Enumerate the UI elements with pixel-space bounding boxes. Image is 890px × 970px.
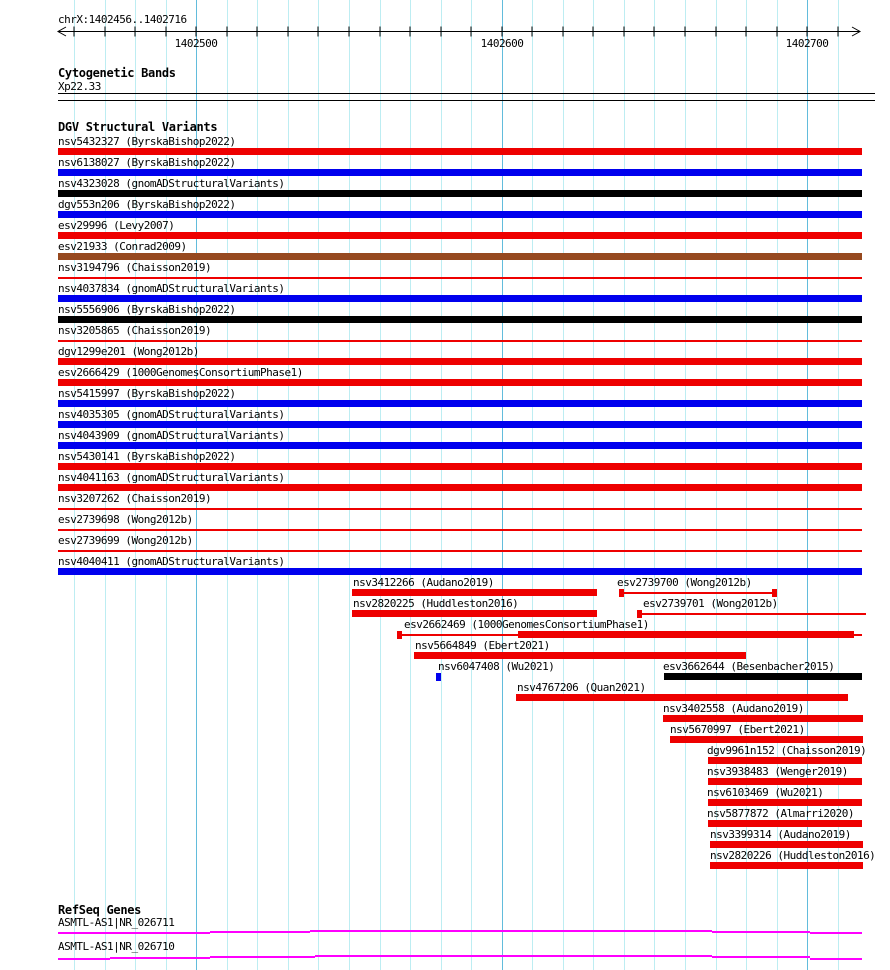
variant-point-nsv6047408[interactable]	[436, 673, 441, 681]
variant-label-nsv3399314[interactable]: nsv3399314 (Audano2019)	[710, 828, 851, 841]
variant-bar-nsv5670997[interactable]	[670, 736, 863, 743]
variant-bar-esv29996[interactable]	[58, 232, 862, 239]
variant-line-esv2739700[interactable]	[619, 592, 777, 594]
variant-line-nsv3194796[interactable]	[58, 277, 862, 279]
variant-label-esv2739700[interactable]: esv2739700 (Wong2012b)	[617, 576, 752, 589]
variant-label-dgv553n206[interactable]: dgv553n206 (ByrskaBishop2022)	[58, 198, 236, 211]
variant-label-nsv3402558[interactable]: nsv3402558 (Audano2019)	[663, 702, 804, 715]
variant-label-esv2739701[interactable]: esv2739701 (Wong2012b)	[643, 597, 778, 610]
variant-bar-esv3662644[interactable]	[664, 673, 862, 680]
dgv-track-header: DGV Structural Variants	[58, 120, 218, 134]
cytoband-line-top	[58, 93, 875, 94]
variant-label-nsv3412266[interactable]: nsv3412266 (Audano2019)	[353, 576, 494, 589]
cytoband-label[interactable]: Xp22.33	[58, 80, 101, 93]
variant-bar-nsv4037834[interactable]	[58, 295, 862, 302]
variant-endcap-left-esv2739701	[637, 610, 642, 618]
variant-bar-nsv2820225[interactable]	[352, 610, 597, 617]
gene-label-NR_026711[interactable]: ASMTL-AS1|NR_026711	[58, 916, 175, 929]
variant-label-nsv3205865[interactable]: nsv3205865 (Chaisson2019)	[58, 324, 212, 337]
variant-bar-esv21933[interactable]	[58, 253, 862, 260]
gene-line-NR_026711[interactable]	[210, 931, 310, 933]
variant-endcap-left-esv2662469	[397, 631, 402, 639]
variant-label-esv21933[interactable]: esv21933 (Conrad2009)	[58, 240, 187, 253]
variant-label-nsv4323028[interactable]: nsv4323028 (gnomADStructuralVariants)	[58, 177, 285, 190]
gene-line-NR_026711[interactable]	[58, 932, 210, 934]
variant-bar-nsv4043909[interactable]	[58, 442, 862, 449]
gene-line-NR_026710[interactable]	[210, 956, 315, 958]
ruler-tick-label: 1402700	[785, 37, 829, 50]
variant-bar-nsv3412266[interactable]	[352, 589, 597, 596]
variant-label-esv2666429[interactable]: esv2666429 (1000GenomesConsortiumPhase1)	[58, 366, 303, 379]
gene-line-NR_026711[interactable]	[712, 931, 810, 933]
variant-label-nsv3207262[interactable]: nsv3207262 (Chaisson2019)	[58, 492, 212, 505]
variant-label-nsv4040411[interactable]: nsv4040411 (gnomADStructuralVariants)	[58, 555, 285, 568]
variant-bar-nsv5415997[interactable]	[58, 400, 862, 407]
coordinate-ruler	[0, 0, 890, 58]
variant-bar-nsv5432327[interactable]	[58, 148, 862, 155]
variant-bar-nsv2820226[interactable]	[710, 862, 863, 869]
gene-line-NR_026710[interactable]	[110, 957, 210, 959]
variant-label-dgv1299e201[interactable]: dgv1299e201 (Wong2012b)	[58, 345, 199, 358]
variant-label-nsv4767206[interactable]: nsv4767206 (Quan2021)	[517, 681, 646, 694]
ruler-tick-label: 1402600	[480, 37, 524, 50]
variant-label-nsv3194796[interactable]: nsv3194796 (Chaisson2019)	[58, 261, 212, 274]
variant-bar-nsv5877872[interactable]	[708, 820, 862, 827]
variant-label-nsv5556906[interactable]: nsv5556906 (ByrskaBishop2022)	[58, 303, 236, 316]
variant-bar-nsv5556906[interactable]	[58, 316, 862, 323]
variant-label-nsv4035305[interactable]: nsv4035305 (gnomADStructuralVariants)	[58, 408, 285, 421]
variant-line-nsv3205865[interactable]	[58, 340, 862, 342]
variant-label-nsv5430141[interactable]: nsv5430141 (ByrskaBishop2022)	[58, 450, 236, 463]
variant-label-nsv4041163[interactable]: nsv4041163 (gnomADStructuralVariants)	[58, 471, 285, 484]
variant-bar-nsv6138027[interactable]	[58, 169, 862, 176]
variant-bar-dgv1299e201[interactable]	[58, 358, 862, 365]
variant-label-nsv6103469[interactable]: nsv6103469 (Wu2021)	[707, 786, 824, 799]
variant-label-nsv2820225[interactable]: nsv2820225 (Huddleston2016)	[353, 597, 519, 610]
gene-label-NR_026710[interactable]: ASMTL-AS1|NR_026710	[58, 940, 175, 953]
variant-bar-nsv4767206[interactable]	[516, 694, 848, 701]
variant-label-esv3662644[interactable]: esv3662644 (Besenbacher2015)	[663, 660, 835, 673]
variant-line-esv2739698[interactable]	[58, 529, 862, 531]
variant-label-esv2662469[interactable]: esv2662469 (1000GenomesConsortiumPhase1)	[404, 618, 649, 631]
gene-line-NR_026710[interactable]	[712, 956, 810, 958]
gene-line-NR_026710[interactable]	[810, 958, 862, 960]
variant-line-nsv3207262[interactable]	[58, 508, 862, 510]
variant-bar-nsv6103469[interactable]	[708, 799, 862, 806]
variant-bar-esv2666429[interactable]	[58, 379, 862, 386]
variant-bar-nsv3399314[interactable]	[710, 841, 863, 848]
variant-endcap-left-esv2739700	[619, 589, 624, 597]
variant-endcap-right-esv2739700	[772, 589, 777, 597]
ruler-tick-label: 1402500	[174, 37, 218, 50]
gene-line-NR_026711[interactable]	[310, 930, 712, 932]
gene-line-NR_026711[interactable]	[810, 932, 862, 934]
variant-bar-nsv5430141[interactable]	[58, 463, 862, 470]
gene-line-NR_026710[interactable]	[315, 955, 712, 957]
variant-label-esv2739698[interactable]: esv2739698 (Wong2012b)	[58, 513, 193, 526]
variant-line-esv2739699[interactable]	[58, 550, 862, 552]
variant-bar-nsv3938483[interactable]	[708, 778, 862, 785]
variant-bar-dgv553n206[interactable]	[58, 211, 862, 218]
variant-label-nsv5664849[interactable]: nsv5664849 (Ebert2021)	[415, 639, 550, 652]
variant-label-nsv6138027[interactable]: nsv6138027 (ByrskaBishop2022)	[58, 156, 236, 169]
cytogenetic-bands-header: Cytogenetic Bands	[58, 66, 176, 80]
variant-bar-dgv9961n152[interactable]	[708, 757, 862, 764]
variant-label-nsv5670997[interactable]: nsv5670997 (Ebert2021)	[670, 723, 805, 736]
variant-label-dgv9961n152[interactable]: dgv9961n152 (Chaisson2019)	[707, 744, 867, 757]
variant-label-esv2739699[interactable]: esv2739699 (Wong2012b)	[58, 534, 193, 547]
refseq-track-header: RefSeq Genes	[58, 903, 142, 917]
variant-bar-nsv3402558[interactable]	[663, 715, 863, 722]
variant-label-nsv3938483[interactable]: nsv3938483 (Wenger2019)	[707, 765, 848, 778]
variant-bar-nsv4035305[interactable]	[58, 421, 862, 428]
variant-label-nsv5432327[interactable]: nsv5432327 (ByrskaBishop2022)	[58, 135, 236, 148]
variant-label-nsv6047408[interactable]: nsv6047408 (Wu2021)	[438, 660, 555, 673]
variant-label-nsv4037834[interactable]: nsv4037834 (gnomADStructuralVariants)	[58, 282, 285, 295]
cytoband-line-bottom	[58, 100, 875, 101]
variant-label-nsv4043909[interactable]: nsv4043909 (gnomADStructuralVariants)	[58, 429, 285, 442]
variant-label-nsv5415997[interactable]: nsv5415997 (ByrskaBishop2022)	[58, 387, 236, 400]
variant-label-nsv2820226[interactable]: nsv2820226 (Huddleston2016)	[710, 849, 876, 862]
variant-bar-nsv4041163[interactable]	[58, 484, 862, 491]
gene-line-NR_026710[interactable]	[58, 958, 110, 960]
variant-label-esv29996[interactable]: esv29996 (Levy2007)	[58, 219, 175, 232]
region-title: chrX:1402456..1402716	[58, 13, 187, 26]
variant-bar-nsv4323028[interactable]	[58, 190, 862, 197]
variant-line-esv2739701[interactable]	[637, 613, 866, 615]
variant-bar-nsv5664849[interactable]	[414, 652, 746, 659]
variant-bar-esv2662469[interactable]	[518, 631, 854, 638]
variant-label-nsv5877872[interactable]: nsv5877872 (Almarri2020)	[707, 807, 854, 820]
variant-bar-nsv4040411[interactable]	[58, 568, 862, 575]
ruler-axis-line	[58, 27, 860, 37]
